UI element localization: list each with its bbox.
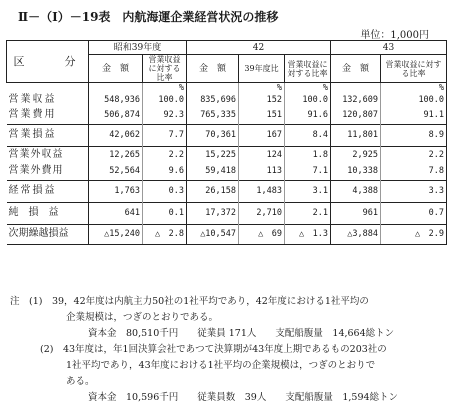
cell: 4,388: [331, 180, 381, 202]
cell: 2.2: [143, 146, 187, 163]
cell: 11,801: [331, 124, 381, 146]
row-label: 営業損益: [7, 124, 89, 146]
cell: 0.1: [143, 202, 187, 224]
cell: 0.7: [381, 202, 447, 224]
business-status-table: [6, 40, 447, 245]
cell: 132,609: [331, 93, 381, 107]
cell: 1,763: [89, 180, 143, 202]
row-label: 純損益: [7, 202, 89, 224]
cell: △ 2.9: [381, 224, 447, 244]
cell: 765,335: [187, 107, 239, 124]
cell: 167: [239, 124, 285, 146]
cell: △15,240: [89, 224, 143, 244]
cell: 26,158: [187, 180, 239, 202]
cell: 2.2: [381, 146, 447, 163]
year-header-42: 42: [187, 41, 331, 55]
table-row: [7, 180, 447, 202]
cell: 835,696: [187, 93, 239, 107]
vs39-header: 39年度比: [239, 55, 285, 83]
cell: 548,936: [89, 93, 143, 107]
note-1-line-1: 注 (1) 39，42年度は内航主力50社の1社平均であり，42年度における1社平均の: [10, 296, 369, 307]
cell: 7.1: [285, 163, 331, 180]
table-row: [7, 93, 447, 107]
cell: 151: [239, 107, 285, 124]
cell: 124: [239, 146, 285, 163]
cell: 1.8: [285, 146, 331, 163]
ratio-header: 営業収益に対する比率: [381, 55, 447, 83]
table-row: [7, 124, 447, 146]
cell: 506,874: [89, 107, 143, 124]
note-2-line-3: ある。: [66, 376, 95, 387]
amount-header: 金 額: [331, 55, 381, 83]
cell: 2.1: [285, 202, 331, 224]
cell: 7.8: [381, 163, 447, 180]
cell: 100.0: [381, 93, 447, 107]
row-label: 次期繰越損益: [7, 224, 89, 244]
table-row: [7, 202, 447, 224]
cell: △3,884: [331, 224, 381, 244]
cell: 12,265: [89, 146, 143, 163]
cell: 100.0: [143, 93, 187, 107]
cell: 152: [239, 93, 285, 107]
percent-mark: %: [143, 83, 187, 94]
cell: 8.9: [381, 124, 447, 146]
table-row: [7, 146, 447, 163]
ratio-header: 営業収益に対する比率: [285, 55, 331, 83]
cell: 91.6: [285, 107, 331, 124]
cell: 52,564: [89, 163, 143, 180]
table-row: [7, 163, 447, 180]
cell: 113: [239, 163, 285, 180]
row-label: 営業費用: [7, 107, 89, 124]
table-title: Ⅱ－（Ⅰ）－19表 内航海運企業経営状況の推移: [18, 10, 279, 24]
year-header-row: [7, 41, 447, 55]
cell: 59,418: [187, 163, 239, 180]
cell: 17,372: [187, 202, 239, 224]
row-label: 営業収益: [7, 93, 89, 107]
cell: 0.3: [143, 180, 187, 202]
table-row: [7, 224, 447, 244]
year-header-43: 43: [331, 41, 447, 55]
cell: 100.0: [285, 93, 331, 107]
cell: △ 1.3: [285, 224, 331, 244]
cell: 641: [89, 202, 143, 224]
amount-header: 金 額: [187, 55, 239, 83]
cell: 120,807: [331, 107, 381, 124]
cell: 2,710: [239, 202, 285, 224]
cell: 3.3: [381, 180, 447, 202]
unit-label: 単位：1,000円: [360, 30, 429, 41]
percent-mark: %: [285, 83, 331, 94]
category-header: 区 分: [7, 41, 89, 83]
row-label: 経常損益: [7, 180, 89, 202]
row-label: 営業外収益: [7, 146, 89, 163]
cell: 7.7: [143, 124, 187, 146]
cell: 3.1: [285, 180, 331, 202]
amount-header: 金 額: [89, 55, 143, 83]
note-1-line-3: 資本金 80,510千円 従業員 171人 支配船腹量 14,664総トン: [88, 328, 395, 339]
cell: 961: [331, 202, 381, 224]
note-2-line-4: 資本金 10,596千円 従業員数 39人 支配船腹量 1,594総トン: [88, 392, 399, 403]
note-1-line-2: 企業規模は，つぎのとおりである。: [66, 312, 219, 323]
cell: △10,547: [187, 224, 239, 244]
percent-mark: %: [239, 83, 285, 94]
percent-unit-row: [7, 83, 447, 94]
cell: 8.4: [285, 124, 331, 146]
year-header-39: 昭和39年度: [89, 41, 187, 55]
note-2-line-2: 1社平均であり，43年度における1社平均の企業規模は，つぎのとおりで: [66, 360, 376, 371]
footnotes: [10, 294, 398, 406]
cell: 2,925: [331, 146, 381, 163]
cell: 91.1: [381, 107, 447, 124]
cell: 92.3: [143, 107, 187, 124]
cell: 9.6: [143, 163, 187, 180]
note-2-line-1: (2) 43年度は，年1回決算会社であつて決算期が43年度上期であるもの203社の: [40, 344, 387, 355]
ratio-header: 営業収益に対する比率: [143, 55, 187, 83]
table-row: [7, 107, 447, 124]
cell: 70,361: [187, 124, 239, 146]
cell: 1,483: [239, 180, 285, 202]
cell: 10,338: [331, 163, 381, 180]
cell: △ 2.8: [143, 224, 187, 244]
cell: 15,225: [187, 146, 239, 163]
percent-mark: %: [381, 83, 447, 94]
cell: △ 69: [239, 224, 285, 244]
row-label: 営業外費用: [7, 163, 89, 180]
cell: 42,062: [89, 124, 143, 146]
